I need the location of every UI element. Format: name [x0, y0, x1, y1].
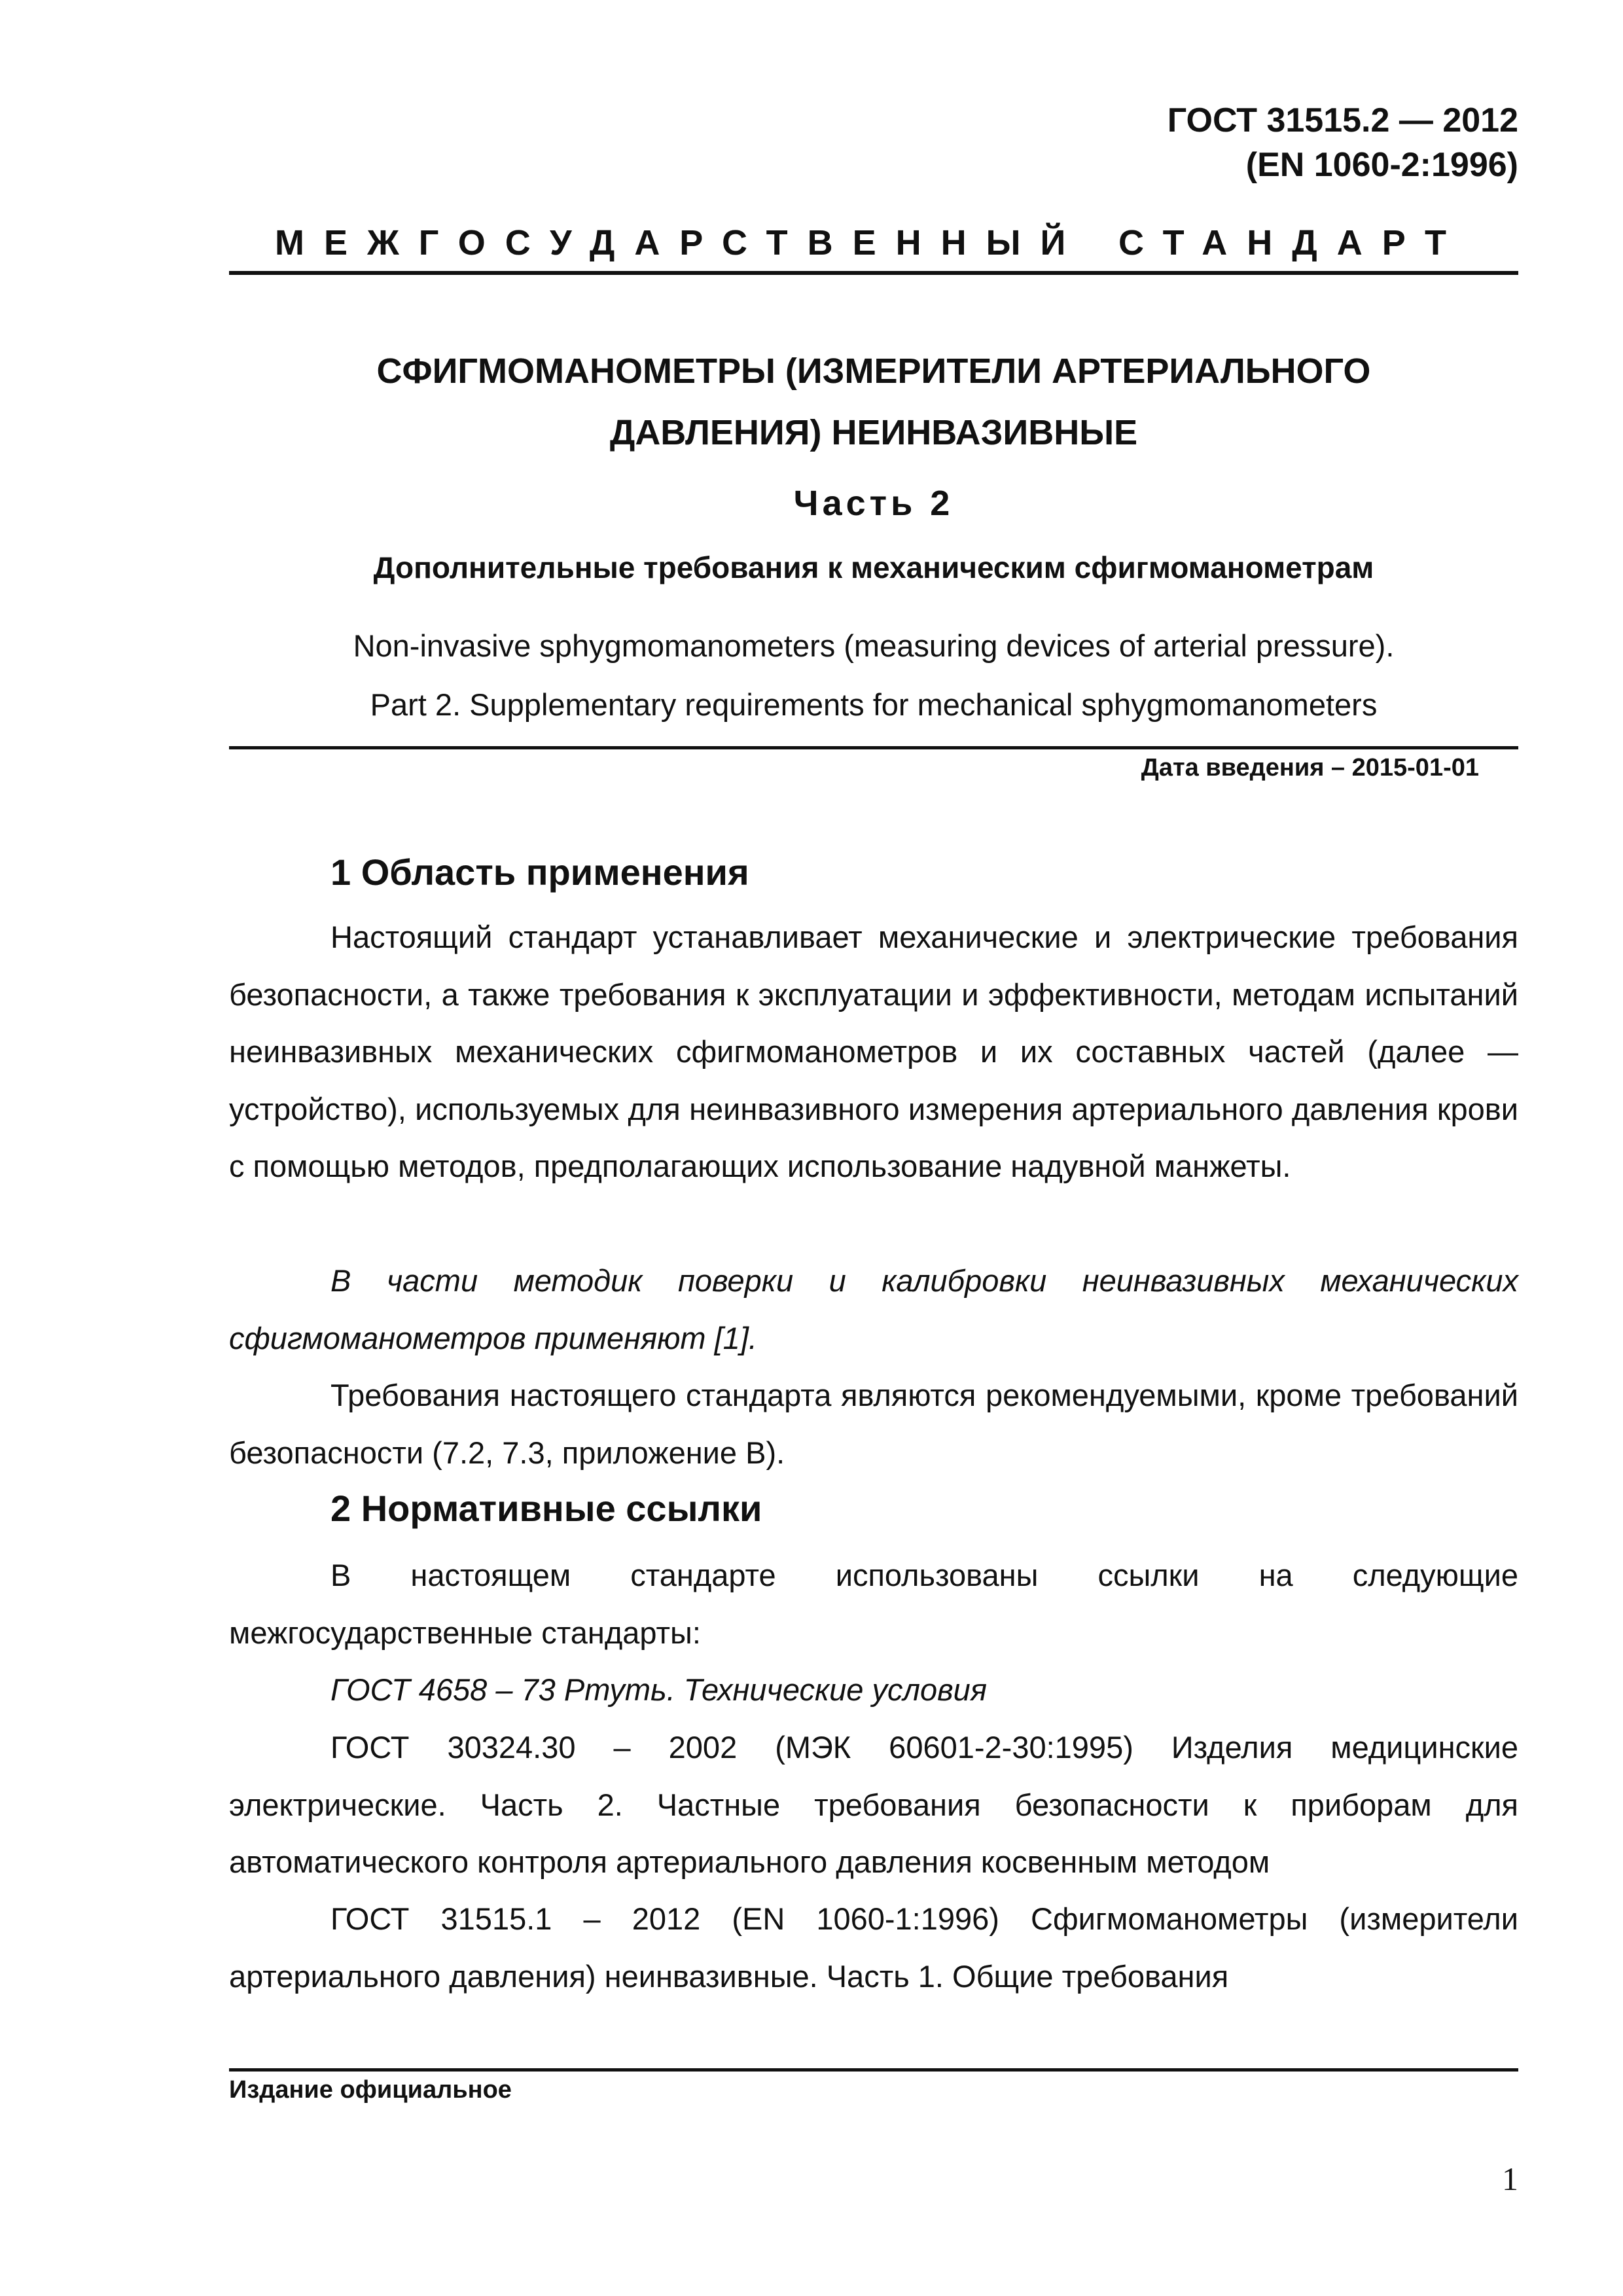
english-title — [229, 617, 1518, 734]
section-1-heading: 1 Область применения — [330, 852, 749, 893]
page-number: 1 — [1502, 2161, 1518, 2197]
title-line-2: ДАВЛЕНИЯ) НЕИНВАЗИВНЫЕ — [609, 413, 1138, 452]
part-subtitle: Дополнительные требования к механическим сфигмоманометрам — [373, 550, 1374, 584]
section-2-heading: 2 Нормативные ссылки — [330, 1488, 762, 1529]
reference-gost-4658: ГОСТ 4658 – 73 Ртуть. Технические условия — [330, 1672, 987, 1707]
standard-type-banner — [229, 223, 1518, 275]
introduction-date: Дата введения – 2015-01-01 — [1141, 754, 1479, 781]
title-line-1: СФИГМОМАНОМЕТРЫ (ИЗМЕРИТЕЛИ АРТЕРИАЛЬНОГО — [376, 351, 1371, 391]
document-title — [229, 340, 1518, 463]
part-label: Часть 2 — [793, 484, 954, 523]
banner-right: СТАНДАРТ — [1118, 223, 1466, 262]
english-title-line-2: Part 2. Supplementary requirements for mechanical sphygmomanometers — [370, 687, 1378, 722]
reference-gost-31515-1: ГОСТ 31515.1 – 2012 (EN 1060-1:1996) Сфигмоманометры (измерители артериального давления) неинвазивные. Часть 1. Общие требования — [229, 1901, 1518, 1994]
english-title-line-1: Non-invasive sphygmomanometers (measuring devices of arterial pressure). — [353, 628, 1395, 663]
banner-left: МЕЖГОСУДАРСТВЕННЫЙ — [275, 223, 1086, 262]
section-1-paragraph-1: Настоящий стандарт устанавливает механические и электрические требования безопасности, а также требования к эксплуатации и эффективности, методам испытаний неинвазивных механических сфигмоманометров и их составных частей (далее — устройство), используемых для неинвазивного измерения артериального давления крови с помощью методов, предполагающих использование надувной манжеты. — [229, 920, 1518, 1183]
reference-gost-30324-30: ГОСТ 30324.30 – 2002 (МЭК 60601-2-30:1995) Изделия медицинские электрические. Часть 2. Частные требования безопасности к приборам для автоматического контроля артериального давления косвенным методом — [229, 1730, 1518, 1879]
footer-divider — [229, 2068, 1518, 2072]
document-code — [1168, 98, 1518, 187]
section-1-paragraph-3: Требования настоящего стандарта являются рекомендуемыми, кроме требований безопасности (7.2, 7.3, приложение В). — [229, 1378, 1518, 1470]
official-edition-label: Издание официальное — [229, 2076, 512, 2104]
section-2-intro: В настоящем стандарте использованы ссылки на следующие межгосударственные стандарты: — [229, 1558, 1518, 1650]
section-1-paragraph-2: В части методик поверки и калибровки неинвазивных механических сфигмоманометров применяют [1]. — [229, 1263, 1518, 1355]
standard-number: ГОСТ 31515.2 — 2012 — [1167, 101, 1518, 139]
title-divider — [229, 746, 1518, 749]
equivalent-standard: (EN 1060-2:1996) — [1245, 146, 1518, 184]
